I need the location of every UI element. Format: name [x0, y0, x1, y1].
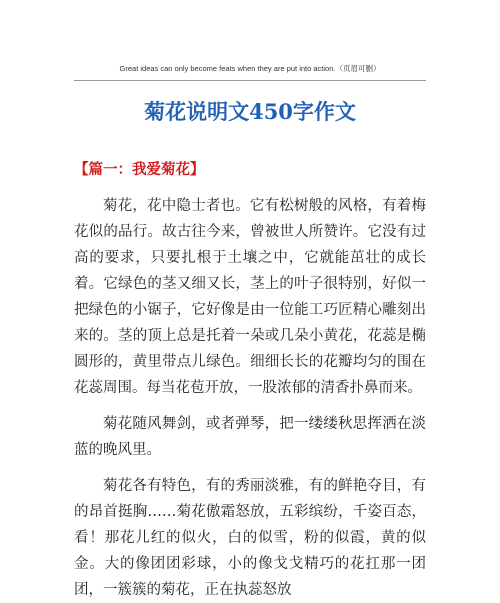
section-heading: 【篇一：我爱菊花】 [74, 161, 205, 178]
paragraph-3: 菊花各有特色，有的秀丽淡雅，有的鲜艳夺目，有的昂首挺胸……菊花傲霜怒放，五彩缤纷，千姿百态，看！那花儿红的似火，白的似雪，粉的似霞，黄的似金。大的像团团彩球，小的像戈戈精巧的花扛那一团团，一簇簇的菊花，正在执蕊怒放 [74, 478, 426, 598]
header-divider [74, 80, 426, 81]
page-header-motto: Great ideas can only become feats when they are put into action.（页眉可删） [119, 64, 381, 73]
paragraph-1: 菊花，花中隐士者也。它有松树般的风格，有着梅花似的品行。故古往今来，曾被世人所赞许。它没有过高的要求，只要扎根于土壤之中，它就能茁壮的成长着。它绿色的茎又细又长，茎上的叶子很特别，好似一把绿色的小锯子，它好像是由一位能工巧匠精心雕刻出来的。茎的顶上总是托着一朵或几朵小黄花，花蕊是椭圆形的，黄里带点儿绿色。细细长长的花瓣均匀的围在花蕊周围。每当花苞开放，一股浓郁的清香扑鼻而来。 [74, 198, 426, 396]
paragraph-2: 菊花随风舞剑，或者弹琴，把一缕缕秋思挥洒在淡蓝的晚风里。 [74, 416, 426, 458]
document-title: 菊花说明文450字作文 [144, 99, 356, 124]
